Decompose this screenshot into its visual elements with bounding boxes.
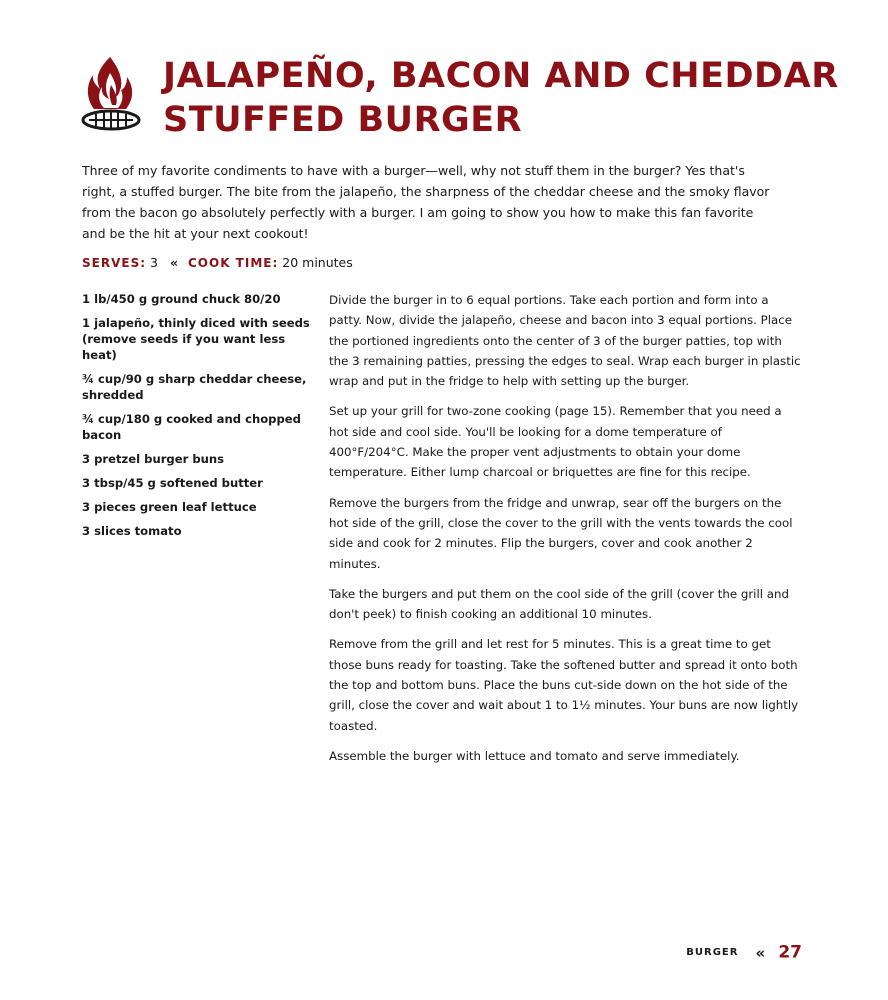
ingredient-item: 3 pretzel burger buns [82, 452, 225, 466]
ingredient-item: 1 jalapeño, thinly diced with seeds (remove seeds if you want less heat) [82, 316, 310, 362]
page-number: 27 [778, 942, 802, 963]
cook-time-value: 20 minutes [282, 255, 353, 270]
instruction-step: Take the burgers and put them on the cool side of the grill (cover the grill and don't peek) to finish cooking an additional 10 minutes. [329, 586, 789, 622]
instruction-step: Remove from the grill and let rest for 5 minutes. This is a great time to get those buns ready for toasting. Take the softened butter and spread it onto both the top and bottom buns. Place the buns cut-side down on the hot side of the grill, close the cover and wait about 1 to 1½ minutes. Your buns are now lightly toasted. [329, 637, 799, 733]
serves-label: SERVES: [82, 256, 147, 270]
ingredient-list [82, 291, 317, 547]
ingredient-item: ¾ cup/90 g sharp cheddar cheese, shredded [82, 372, 307, 402]
recipe-title [163, 54, 839, 142]
instructions [329, 290, 804, 776]
ingredient-item: 3 tbsp/45 g softened butter [82, 476, 263, 490]
ingredient-item: 1 lb/450 g ground chuck 80/20 [82, 292, 281, 306]
instruction-step: Assemble the burger with lettuce and tomato and serve immediately. [329, 748, 740, 763]
instruction-step: Set up your grill for two-zone cooking (page 15). Remember that you need a hot side and cool side. You'll be looking for a dome temperature of 400°F/204°C. Make the proper vent adjustments to obtain your dome temperature. Either lump charcoal or briquettes are fine for this recipe. [329, 404, 782, 480]
instruction-step: Remove the burgers from the fridge and unwrap, sear off the burgers on the hot side of the grill, close the cover to the grill with the vents towards the cool side and cook for 2 minutes. Flip the burgers, cover and cook another 2 minutes. [329, 495, 793, 571]
recipe-meta [82, 254, 353, 272]
footer-section-name: BURGER [686, 947, 739, 958]
page-footer [686, 942, 802, 963]
footer-separator: « [755, 943, 766, 962]
meta-separator: « [169, 255, 179, 270]
recipe-title-line-2: STUFFED BURGER [163, 100, 523, 140]
ingredient-item: 3 pieces green leaf lettuce [82, 500, 257, 514]
ingredient-item: 3 slices tomato [82, 524, 182, 538]
recipe-intro: Three of my favorite condiments to have with a burger—well, why not stuff them in the burger? Yes that's right, a stuffed burger. The bite from the jalapeño, the sharpness of the cheddar cheese and the smoky flavor from the bacon go absolutely perfectly with a burger. I am going to show you how to make this fan favorite and be the hit at your next cookout! [82, 163, 770, 241]
instruction-step: Divide the burger in to 6 equal portions. Take each portion and form into a patty. Now, divide the jalapeño, cheese and bacon into 3 equal portions. Place the portioned ingredients onto the center of 3 of the burger patties, top with the 3 remaining patties, pressing the edges to seal. Wrap each burger in plastic wrap and put in the fridge to help with setting up the burger. [329, 293, 801, 389]
cook-time-label: COOK TIME: [188, 256, 279, 270]
recipe-title-line-1: JALAPEÑO, BACON AND CHEDDAR [163, 56, 839, 96]
flame-grill-icon [80, 55, 142, 135]
serves-value: 3 [150, 255, 158, 270]
ingredient-item: ¾ cup/180 g cooked and chopped bacon [82, 412, 301, 442]
